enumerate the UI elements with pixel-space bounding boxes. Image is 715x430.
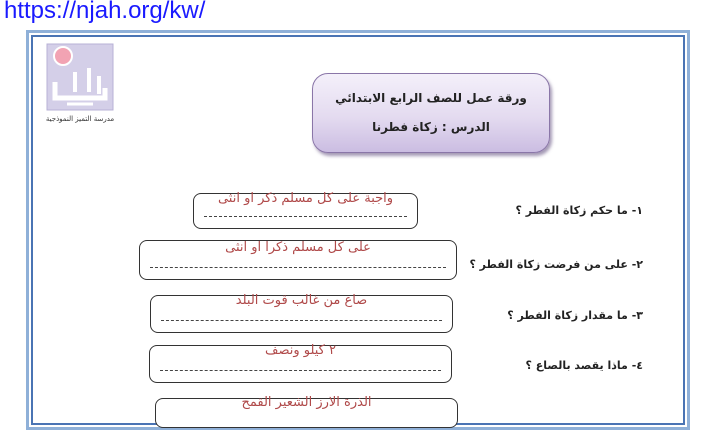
page-url-link[interactable]: https://njah.org/kw/: [4, 0, 206, 24]
question-text: ماذا يقصد بالصاع ؟: [525, 359, 628, 372]
answer-5: الذرة الارز الشعير القمح: [241, 395, 372, 410]
school-logo-icon: [45, 42, 115, 122]
question-number: ١-: [631, 204, 643, 217]
answer-1: واجبة على كل مسلم ذكر او انثى: [217, 191, 394, 206]
question-text: ما مقدار زكاة الفطر ؟: [507, 309, 628, 322]
question-4: [526, 359, 643, 372]
question-number: ٢-: [631, 258, 643, 271]
school-name: مدرسة التميز النموذجية: [45, 115, 115, 123]
question-number: ٣-: [631, 309, 643, 322]
worksheet-title: ورقة عمل للصف الرابع الابتدائي: [335, 91, 527, 105]
question-text: على من فرضت زكاة الفطر ؟: [469, 258, 628, 271]
question-1: [516, 204, 643, 217]
question-2: [469, 258, 643, 271]
answer-2: على كل مسلم ذكرا او انثى: [225, 240, 371, 255]
lesson-title: الدرس : زكاة فطرنا: [372, 120, 490, 134]
question-number: ٤-: [631, 359, 643, 372]
question-3: [507, 309, 643, 322]
answer-3: صاع من غالب قوت البلد: [235, 293, 368, 308]
question-text: ما حكم زكاة الفطر ؟: [515, 204, 628, 217]
worksheet-title-box: [312, 73, 550, 153]
answer-4: ٢ كيلو ونصف: [264, 343, 336, 358]
